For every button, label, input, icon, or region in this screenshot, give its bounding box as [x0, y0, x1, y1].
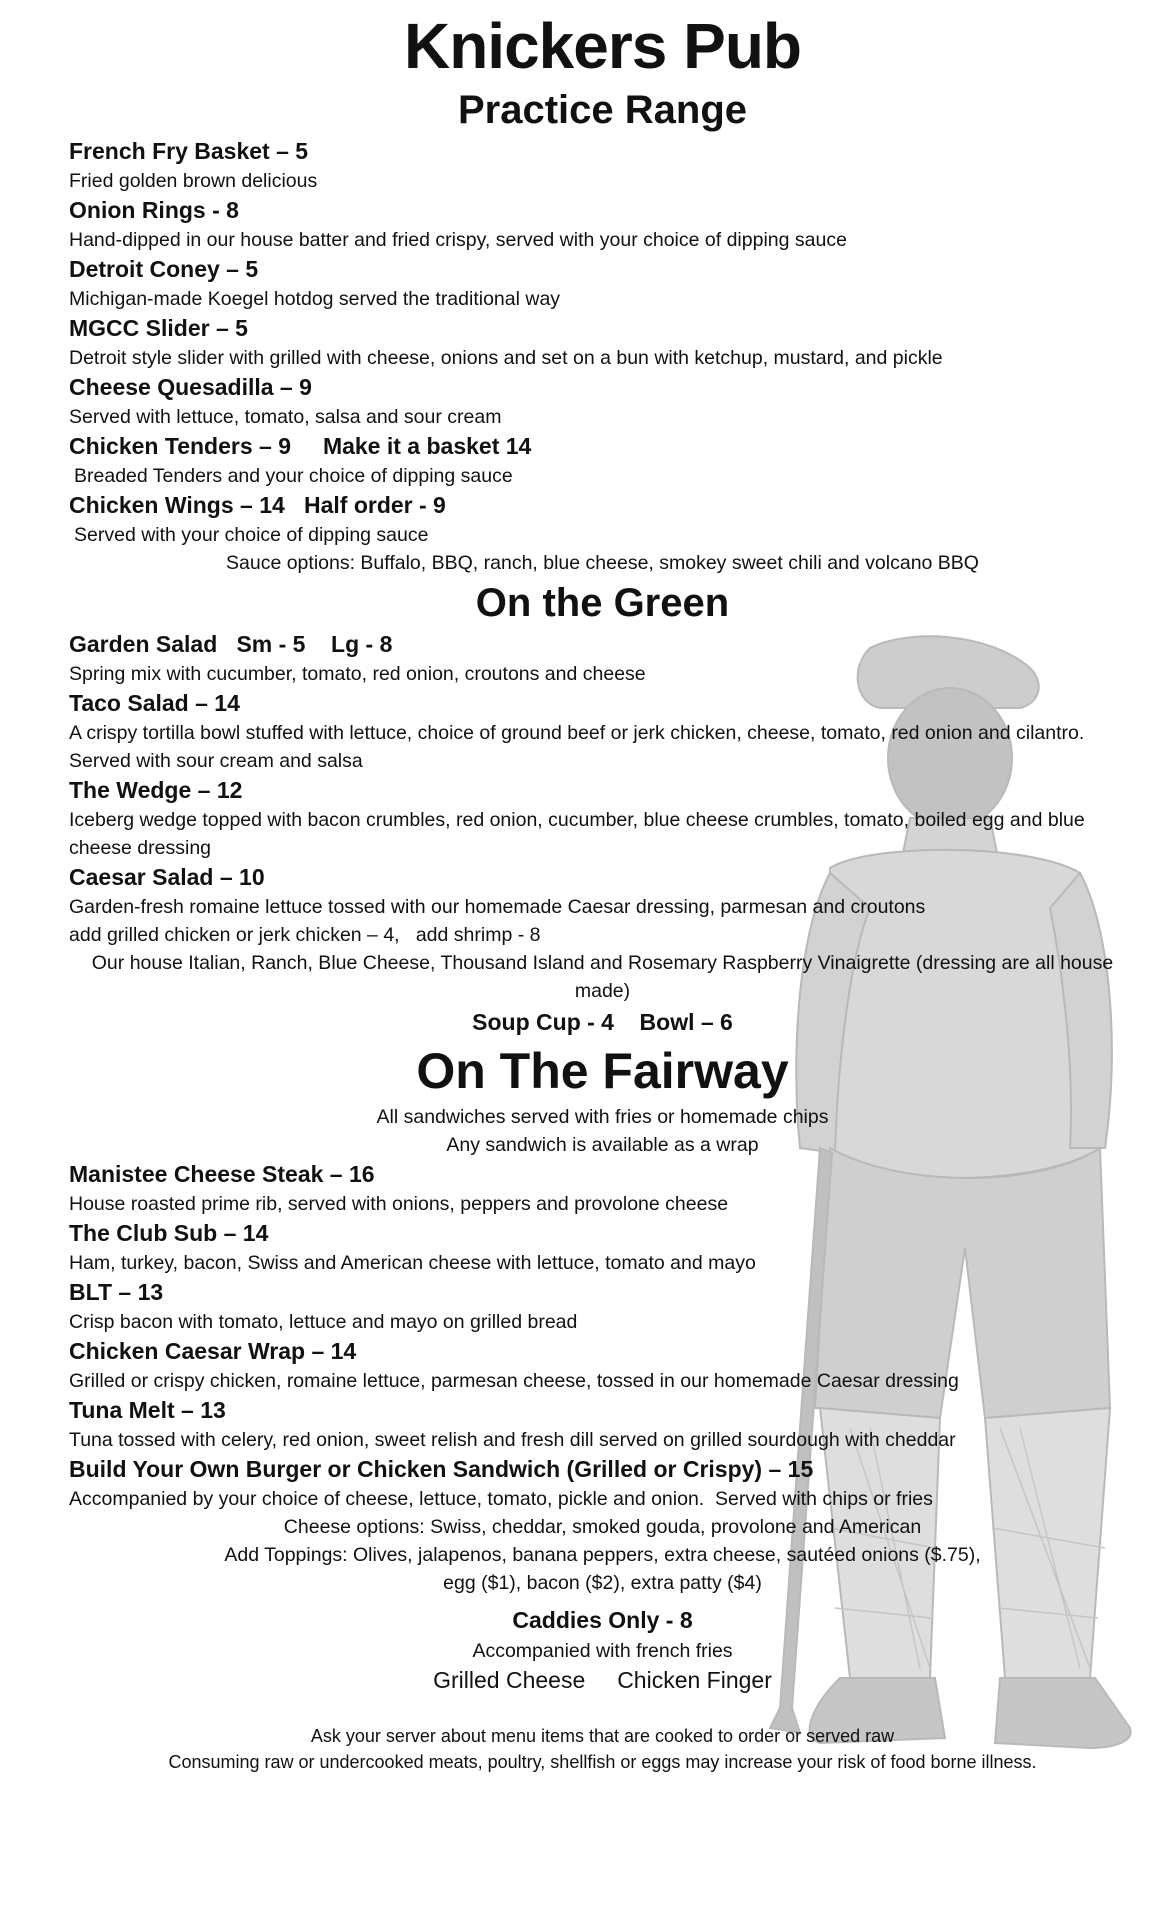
item-desc: Garden-fresh romaine lettuce tossed with our homemade Caesar dressing, parmesan and croutons: [69, 896, 926, 918]
salad-addon-note: add grilled chicken or jerk chicken – 4, add shrimp - 8: [69, 924, 541, 946]
item-desc: Tuna tossed with celery, red onion, sweet relish and fresh dill served on grilled sourdough with cheddar: [69, 1429, 956, 1451]
menu-item: [69, 1218, 1136, 1277]
item-name: Build Your Own Burger or Chicken Sandwich (Grilled or Crispy) – 15: [69, 1456, 814, 1482]
menu-item: [69, 1454, 1136, 1513]
sauce-options-note: Sauce options: Buffalo, BBQ, ranch, blue cheese, smokey sweet chili and volcano BBQ: [226, 552, 979, 574]
item-name: Chicken Tenders – 9 Make it a basket 14: [69, 433, 532, 459]
item-desc: A crispy tortilla bowl stuffed with lettuce, choice of ground beef or jerk chicken, cheese, tomato, red onion and cilantro. Served with sour cream and salsa: [69, 722, 1085, 772]
section-practice-range: Practice Range: [457, 88, 748, 132]
item-desc: Ham, turkey, bacon, Swiss and American cheese with lettuce, tomato and mayo: [69, 1252, 756, 1274]
menu-item: [69, 254, 1136, 313]
menu-item: [69, 313, 1136, 372]
item-name: Chicken Wings – 14 Half order - 9: [69, 492, 446, 518]
menu-item: [69, 629, 1136, 688]
item-name: Manistee Cheese Steak – 16: [69, 1161, 375, 1187]
menu-item: [69, 862, 1136, 921]
item-desc: Served with lettuce, tomato, salsa and sour cream: [69, 406, 502, 428]
item-desc: Michigan-made Koegel hotdog served the traditional way: [69, 288, 561, 310]
caddies-heading: Caddies Only - 8: [512, 1607, 693, 1633]
item-desc: Fried golden brown delicious: [69, 170, 318, 192]
menu-item: [69, 1277, 1136, 1336]
item-name: MGCC Slider – 5: [69, 315, 248, 341]
menu-item: [69, 1395, 1136, 1454]
menu-item: [69, 195, 1136, 254]
item-desc: Accompanied by your choice of cheese, lettuce, tomato, pickle and onion. Served with chips or fries: [69, 1488, 933, 1510]
section-on-the-fairway: On The Fairway: [416, 1043, 789, 1099]
item-name: Onion Rings - 8: [69, 197, 239, 223]
item-name: BLT – 13: [69, 1279, 164, 1305]
item-name: Garden Salad Sm - 5 Lg - 8: [69, 631, 393, 657]
item-name: Caesar Salad – 10: [69, 864, 265, 890]
caddies-note: Accompanied with french fries: [472, 1640, 733, 1662]
item-name: The Club Sub – 14: [69, 1220, 269, 1246]
practice-items: [69, 136, 1136, 577]
menu-item: [69, 431, 1136, 490]
item-desc: Breaded Tenders and your choice of dipping sauce: [74, 465, 513, 487]
menu-item: [69, 1159, 1136, 1218]
item-name: Taco Salad – 14: [69, 690, 240, 716]
cheese-options-note: Cheese options: Swiss, cheddar, smoked gouda, provolone and American: [283, 1516, 922, 1538]
menu-item: [69, 688, 1136, 775]
item-desc: Crisp bacon with tomato, lettuce and mayo on grilled bread: [69, 1311, 578, 1333]
item-name: The Wedge – 12: [69, 777, 243, 803]
section-on-the-green: On the Green: [475, 581, 730, 625]
sandwich-note: All sandwiches served with fries or homemade chips: [376, 1106, 829, 1128]
soup-price: Soup Cup - 4 Bowl – 6: [472, 1009, 733, 1035]
wrap-note: Any sandwich is available as a wrap: [446, 1134, 759, 1156]
menu-item: [69, 775, 1136, 862]
item-desc: Hand-dipped in our house batter and fried crispy, served with your choice of dipping sauce: [69, 229, 847, 251]
item-name: Tuna Melt – 13: [69, 1397, 226, 1423]
footer-health-warning: Consuming raw or undercooked meats, poultry, shellfish or eggs may increase your risk of food borne illness.: [168, 1752, 1037, 1772]
menu-item: [69, 1336, 1136, 1395]
restaurant-title: Knickers Pub: [403, 10, 802, 82]
menu-item: [69, 490, 1136, 549]
item-name: French Fry Basket – 5: [69, 138, 309, 164]
menu-item: [69, 136, 1136, 195]
dressing-note: Our house Italian, Ranch, Blue Cheese, Thousand Island and Rosemary Raspberry Vinaigrette (dressing are all house made): [91, 952, 1114, 1002]
item-desc: Detroit style slider with grilled with cheese, onions and set on a bun with ketchup, mustard, and pickle: [69, 347, 943, 369]
item-desc: House roasted prime rib, served with onions, peppers and provolone cheese: [69, 1193, 729, 1215]
green-items: [69, 629, 1136, 1039]
item-desc: Spring mix with cucumber, tomato, red onion, croutons and cheese: [69, 663, 646, 685]
caddies-options: Grilled Cheese Chicken Finger: [433, 1667, 772, 1693]
item-name: Detroit Coney – 5: [69, 256, 259, 282]
item-desc: Iceberg wedge topped with bacon crumbles, red onion, cucumber, blue cheese crumbles, tomato, boiled egg and blue cheese dressing: [69, 809, 1085, 859]
item-name: Cheese Quesadilla – 9: [69, 374, 312, 400]
menu-item: [69, 372, 1136, 431]
menu-page: [0, 8, 1166, 1775]
footer-note-raw: Ask your server about menu items that are cooked to order or served raw: [310, 1726, 895, 1746]
toppings-note: Add Toppings: Olives, jalapenos, banana peppers, extra cheese, sautéed onions ($.75), egg ($1), bacon ($2), extra patty ($4): [224, 1544, 981, 1594]
fairway-items: [69, 1103, 1136, 1597]
item-desc: Served with your choice of dipping sauce: [74, 524, 429, 546]
item-name: Chicken Caesar Wrap – 14: [69, 1338, 357, 1364]
item-desc: Grilled or crispy chicken, romaine lettuce, parmesan cheese, tossed in our homemade Caesar dressing: [69, 1370, 959, 1392]
